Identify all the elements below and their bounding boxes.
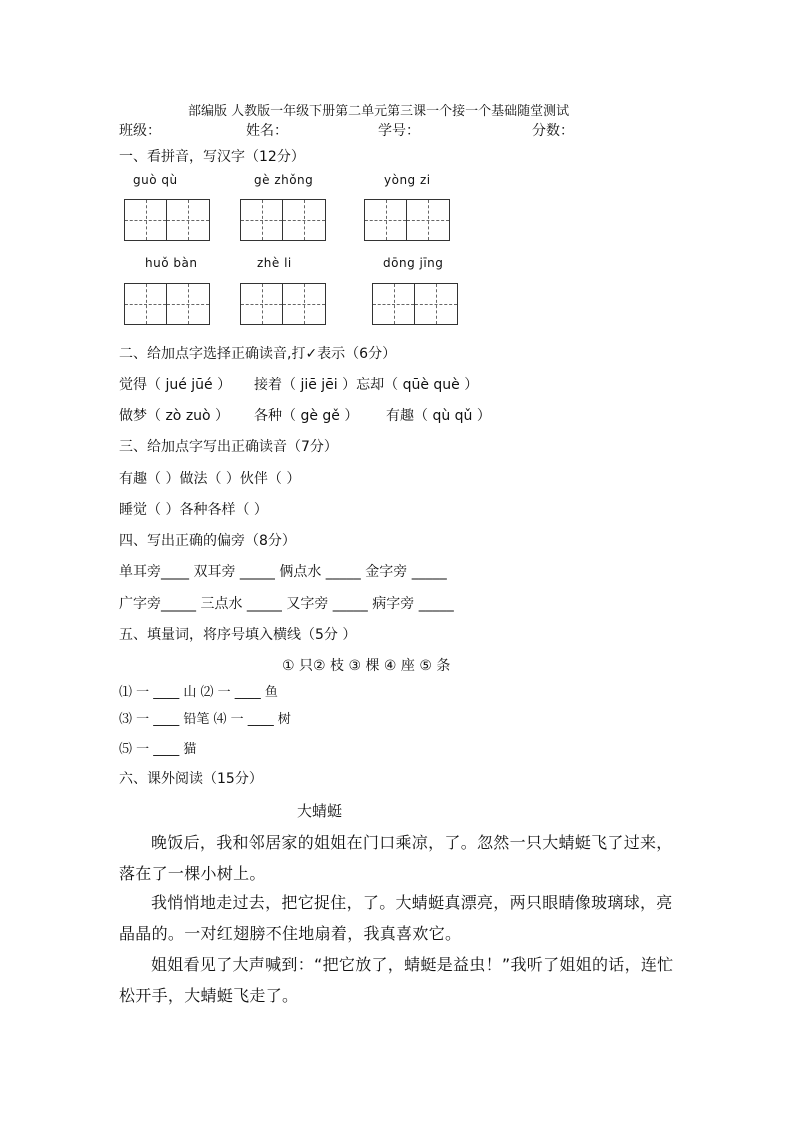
question-line: 睡觉（ ）各种各样（ ） <box>119 502 268 518</box>
pinyin-label: dōng jīng <box>383 256 444 270</box>
page-title: 部编版 人教版一年级下册第二单元第三课一个接一个基础随堂测试 <box>188 104 570 119</box>
story-paragraph: 我悄悄地走过去，把它捉住，了。大蜻蜓真漂亮，两只眼睛像玻璃球，亮晶晶的。一对红翅膀不住地扇着，我真喜欢它。 <box>119 893 673 943</box>
question-line: 接着（ jiē jēi ）忘却（ qūè què ） <box>254 377 479 393</box>
question-line: 广字旁_____ 三点水 _____ 又字旁 _____ 病字旁 _____ <box>119 596 454 612</box>
question-line: 有趣（ qù qǔ ） <box>386 408 491 424</box>
question-line: ⑸ 一 ____ 猫 <box>119 742 197 757</box>
question-line: ⑴ 一 ____ 山 ⑵ 一 ____ 鱼 <box>119 685 278 700</box>
question-line: 有趣（ ）做法（ ）伙伴（ ） <box>119 471 301 487</box>
section-1-heading: 一、看拼音，写汉字（12分） <box>119 149 305 165</box>
question-line: 觉得（ jué jūé ） <box>119 377 232 393</box>
options-line: ① 只② 枝 ③ 棵 ④ 座 ⑤ 条 <box>282 658 451 674</box>
score-label: 分数： <box>532 123 574 139</box>
story-paragraph: 姐姐看见了大声喊到：“把它放了，蜻蜓是益虫！”我听了姐姐的话，连忙松开手，大蜻蜓飞走了。 <box>119 955 674 1005</box>
writing-cell[interactable] <box>167 199 210 241</box>
writing-cell[interactable] <box>240 283 283 325</box>
section-6-heading: 六、课外阅读（15分） <box>119 771 263 787</box>
story-title: 大蜻蜓 <box>297 802 343 820</box>
writing-cell[interactable] <box>407 199 450 241</box>
writing-cell[interactable] <box>124 283 167 325</box>
writing-grid[interactable] <box>124 283 210 325</box>
class-label: 班级： <box>119 123 161 139</box>
number-label: 学号： <box>378 123 420 139</box>
writing-cell[interactable] <box>124 199 167 241</box>
writing-grid[interactable] <box>364 199 450 241</box>
writing-grid[interactable] <box>372 283 458 325</box>
writing-cell[interactable] <box>240 199 283 241</box>
section-2-heading: 二、给加点字选择正确读音,打✓表示（6分） <box>119 346 397 362</box>
story-paragraph: 晚饭后，我和邻居家的姐姐在门口乘凉，了。忽然一只大蜻蜓飞了过来，落在了一棵小树上。 <box>119 833 673 883</box>
question-line: 各种（ gè gě ） <box>254 408 359 424</box>
question-line: 单耳旁____ 双耳旁 _____ 俩点水 _____ 金字旁 _____ <box>119 564 447 580</box>
pinyin-label: gè zhǒng <box>254 173 314 187</box>
writing-grid[interactable] <box>240 199 326 241</box>
writing-cell[interactable] <box>167 283 210 325</box>
writing-grid[interactable] <box>240 283 326 325</box>
writing-cell[interactable] <box>372 283 415 325</box>
writing-cell[interactable] <box>364 199 407 241</box>
pinyin-label: yòng zi <box>384 173 431 187</box>
pinyin-label: huǒ bàn <box>145 256 198 270</box>
question-line: ⑶ 一 ____ 铅笔 ⑷ 一 ____ 树 <box>119 712 291 727</box>
section-4-heading: 四、写出正确的偏旁（8分） <box>119 533 296 549</box>
question-line: 做梦（ zò zuò ） <box>119 408 230 424</box>
name-label: 姓名： <box>246 123 288 139</box>
writing-cell[interactable] <box>283 199 326 241</box>
writing-grid[interactable] <box>124 199 210 241</box>
writing-cell[interactable] <box>283 283 326 325</box>
section-5-heading: 五、填量词，将序号填入横线（5分 ） <box>119 627 357 643</box>
pinyin-label: zhè li <box>257 256 292 270</box>
section-3-heading: 三、给加点字写出正确读音（7分） <box>119 439 338 455</box>
pinyin-label: guò qù <box>133 173 178 187</box>
writing-cell[interactable] <box>415 283 458 325</box>
